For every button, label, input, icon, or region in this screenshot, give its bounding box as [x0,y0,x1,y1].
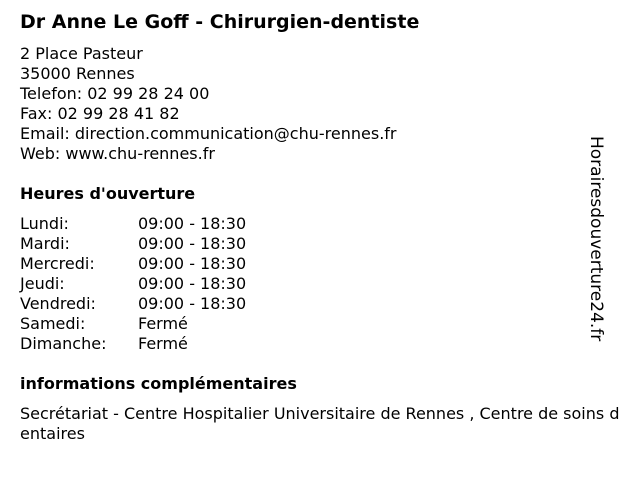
hours-row-wednesday [20,254,246,274]
day-hours: 09:00 - 18:30 [138,234,247,253]
day-hours: 09:00 - 18:30 [138,274,247,293]
city-address: 35000 Rennes [20,64,135,83]
opening-hours-heading: Heures d'ouverture [20,184,196,203]
additional-info-heading: informations complémentaires [20,374,297,393]
day-label: Jeudi: [20,274,65,293]
day-label: Dimanche: [20,334,107,353]
hours-row-tuesday [20,234,246,254]
day-hours: Fermé [138,314,188,333]
page-title: Dr Anne Le Goff - Chirurgien-dentiste [20,11,420,33]
day-label: Vendredi: [20,294,96,313]
day-label: Mercredi: [20,254,95,273]
day-hours: Fermé [138,334,188,353]
website: Web: www.chu-rennes.fr [20,144,215,163]
hours-row-friday [20,294,246,314]
day-label: Samedi: [20,314,86,333]
day-hours: 09:00 - 18:30 [138,214,247,233]
email-address: Email: direction.communication@chu-rennes.fr [20,124,397,143]
day-hours: 09:00 - 18:30 [138,254,247,273]
day-label: Mardi: [20,234,70,253]
hours-row-monday [20,214,246,234]
hours-row-sunday [20,334,246,354]
phone-number: Telefon: 02 99 28 24 00 [20,84,210,103]
hours-row-thursday [20,274,246,294]
contact-block [20,44,396,164]
additional-info-text: Secrétariat - Centre Hospitalier Universitaire de Rennes , Centre de soins dentaires [20,404,620,443]
day-hours: 09:00 - 18:30 [138,294,247,313]
day-label: Lundi: [20,214,69,233]
hours-row-saturday [20,314,246,334]
fax-number: Fax: 02 99 28 41 82 [20,104,180,123]
opening-hours-table [20,214,246,354]
site-watermark: Horairesdouverture24.fr [586,136,606,342]
street-address: 2 Place Pasteur [20,44,143,63]
